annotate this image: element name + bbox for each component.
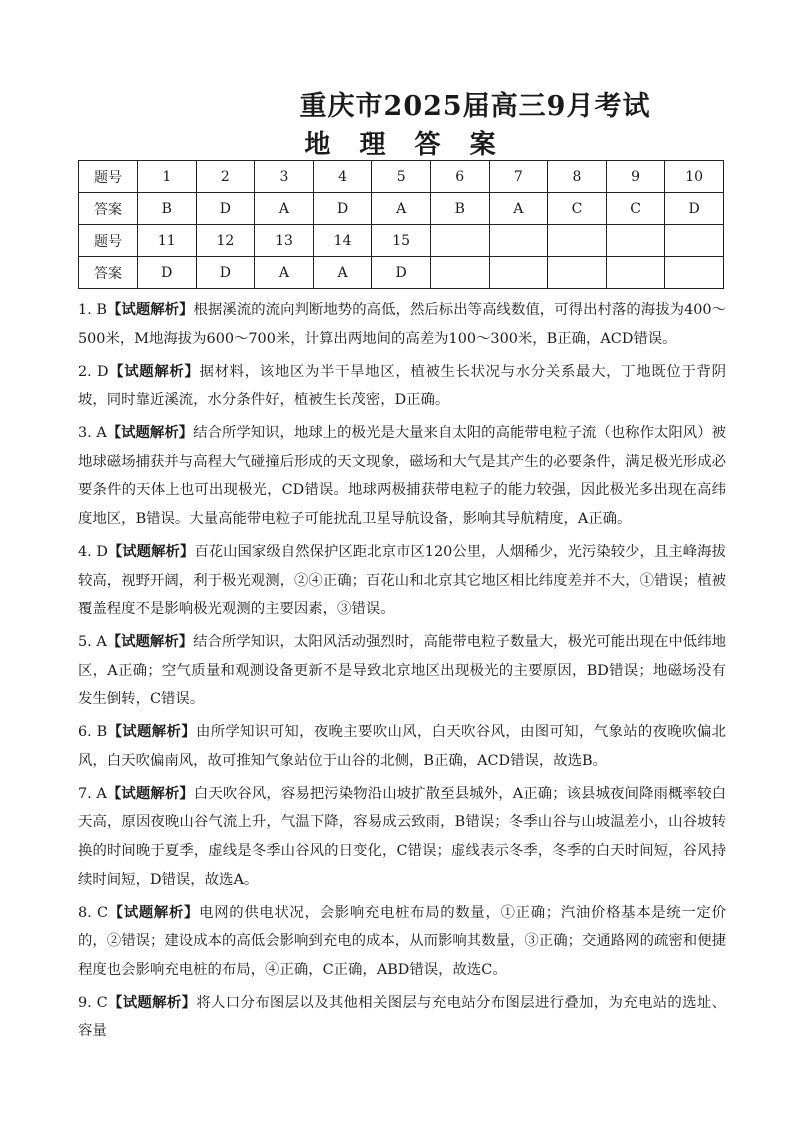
answer-table-cell: B — [138, 193, 197, 225]
analysis-item-text: 白天吹谷风，容易把污染物沿山坡扩散至县城外，A正确；该县城夜间降雨概率较白天高，原因夜晚山谷气流上升，气温下降，容易成云致雨，B错误；冬季山谷与山坡温差小，山谷坡转换的时间晚于夏季，虚线是冬季山谷风的日变化，C错误；虚线表示冬季，冬季的白天时间短，谷风持续时间短，D错误，故选A。 — [78, 785, 726, 888]
answer-table-cell: 12 — [196, 225, 255, 257]
analysis-item-tag: 【试题解析】 — [106, 784, 194, 802]
answer-table-cell: 5 — [372, 161, 431, 193]
answer-table-cell: A — [255, 193, 314, 225]
analysis-item-number: 8. C — [78, 904, 108, 921]
answer-table-cell — [548, 225, 607, 257]
page-title: 重庆市2025届高三9月考试 — [299, 91, 651, 122]
analysis-item-tag: 【试题解析】 — [106, 424, 194, 442]
answer-table-cell: D — [196, 193, 255, 225]
answer-table-cell — [430, 225, 489, 257]
analysis-item-text: 结合所学知识，地球上的极光是大量来自太阳的高能带电粒子流（也称作太阳风）被地球磁场捕获并与高程大气碰撞后形成的天文现象，磁场和大气是其产生的必要条件，满足极光形成必要条件的天体上也可出现极光，CD错误。地球两极捕获带电粒子的能力较强，因此极光多出现在高纬度地区，B错误。大量高能带电粒子可能扰乱卫星导航设备，影响其导航精度，A正确。 — [78, 425, 726, 527]
answer-table-cell: 13 — [255, 225, 314, 257]
analysis-item-tag: 【试题解析】 — [108, 362, 200, 380]
analysis-item — [78, 989, 726, 1046]
analysis-item-number: 3. A — [78, 425, 107, 442]
analysis-item-number: 2. D — [78, 363, 109, 380]
answer-table-row — [79, 161, 724, 193]
analysis-item-text: 将人口分布图层以及其他相关图层与充电站分布图层进行叠加，为充电站的选址、容量 — [78, 994, 726, 1040]
answer-table-cell: C — [606, 193, 665, 225]
analysis-item-text: 百花山国家级自然保护区距北京市区120公里，人烟稀少，光污染较少，且主峰海拔较高，视野开阔，利于极光观测，②④正确；百花山和北京其它地区相比纬度差并不大，①错误；植被覆盖程度不是影响极光观测的主要因素，③错误。 — [78, 543, 726, 618]
answer-table-row — [79, 225, 724, 257]
answer-table — [78, 160, 724, 289]
answer-table-cell — [489, 225, 548, 257]
analysis-item-text: 根据溪流的流向判断地势的高低，然后标出等高线数值，可得出村落的海拔为400～500米，M地海拔为600～700米，计算出两地间的高差为100～300米，B正确，ACD错误。 — [78, 302, 726, 347]
answer-table-cell: 3 — [255, 161, 314, 193]
analysis-item — [78, 628, 726, 714]
answer-table-cell: A — [489, 193, 548, 225]
analysis-item-text: 电网的供电状况，会影响充电桩布局的数量，①正确；汽油价格基本是统一定价的，②错误；建设成本的高低会影响到充电的成本，从而影响其数量，③正确；交通路网的疏密和便捷程度也会影响充电桩的布局，④正确，C正确，ABD错误，故选C。 — [78, 904, 726, 978]
analysis-item-tag: 【试题解析】 — [107, 723, 196, 741]
answer-table-cell: 14 — [313, 225, 372, 257]
page-subtitle: 地 理 答 案 — [304, 130, 506, 160]
analysis-item — [78, 296, 726, 353]
analysis-item-number: 6. B — [78, 724, 108, 741]
answer-table-cell: 11 — [138, 225, 197, 257]
analysis-item — [78, 780, 726, 894]
answer-table-row-label: 答案 — [79, 193, 138, 225]
analysis-item — [78, 538, 726, 624]
answer-table-cell: 6 — [430, 161, 489, 193]
answer-table-cell: 8 — [548, 161, 607, 193]
answer-table-cell — [606, 225, 665, 257]
answer-table-row — [79, 257, 724, 289]
analysis-item-text: 据材料，该地区为半干旱地区，植被生长状况与水分关系最大，丁地既位于背阴坡，同时靠近溪流，水分条件好，植被生长茂密，D正确。 — [78, 363, 726, 409]
answer-table-cell: 15 — [372, 225, 431, 257]
analysis-item-number: 7. A — [78, 785, 107, 802]
answer-table-cell: A — [313, 257, 372, 289]
analysis-item-number: 9. C — [78, 994, 108, 1011]
answer-table-cell — [665, 225, 724, 257]
answer-table-cell: 1 — [138, 161, 197, 193]
answer-table-cell — [665, 257, 724, 289]
answer-table-cell: D — [138, 257, 197, 289]
answer-table-cell — [606, 257, 665, 289]
answer-table-cell: 10 — [665, 161, 724, 193]
analysis-item-number: 1. B — [78, 302, 107, 318]
analysis-item-text: 由所学知识可知，夜晚主要吹山风，白天吹谷风，由图可知，气象站的夜晚吹偏北风，白天吹偏南风，故可推知气象站位于山谷的北侧，B正确，ACD错误，故选B。 — [78, 724, 726, 769]
analysis-item-text: 结合所学知识，太阳风活动强烈时，高能带电粒子数量大，极光可能出现在中低纬地区，A正确；空气质量和观测设备更新不是导致北京地区出现极光的主要原因，BD错误；地磁场没有发生倒转，C错误。 — [78, 634, 726, 708]
analysis-item-tag: 【试题解析】 — [107, 993, 197, 1011]
analysis-item — [78, 899, 726, 985]
answer-table-cell: 2 — [196, 161, 255, 193]
analysis-section — [78, 296, 726, 1050]
answer-table-cell: D — [196, 257, 255, 289]
answer-table-cell: D — [372, 257, 431, 289]
answer-table-row-label: 答案 — [79, 257, 138, 289]
analysis-item-tag: 【试题解析】 — [106, 301, 194, 318]
answer-table-cell: 7 — [489, 161, 548, 193]
answer-table-cell: A — [255, 257, 314, 289]
answer-table-cell: B — [430, 193, 489, 225]
answer-table-cell: A — [372, 193, 431, 225]
analysis-item-number: 5. A — [78, 634, 107, 651]
answer-table-cell: C — [548, 193, 607, 225]
answer-table-cell — [548, 257, 607, 289]
analysis-item-number: 4. D — [78, 543, 108, 560]
analysis-item — [78, 358, 726, 415]
analysis-item-tag: 【试题解析】 — [107, 542, 195, 560]
answer-table-cell: D — [665, 193, 724, 225]
answer-table-cell — [489, 257, 548, 289]
answer-table-row-label: 题号 — [79, 225, 138, 257]
analysis-item-tag: 【试题解析】 — [106, 633, 194, 651]
answer-table-cell: 4 — [313, 161, 372, 193]
answer-table-cell: 9 — [606, 161, 665, 193]
answer-table-cell: D — [313, 193, 372, 225]
answer-table-row — [79, 193, 724, 225]
analysis-item — [78, 718, 726, 775]
analysis-item — [78, 419, 726, 533]
analysis-item-tag: 【试题解析】 — [108, 903, 200, 921]
answer-table-row-label: 题号 — [79, 161, 138, 193]
answer-table-cell — [430, 257, 489, 289]
